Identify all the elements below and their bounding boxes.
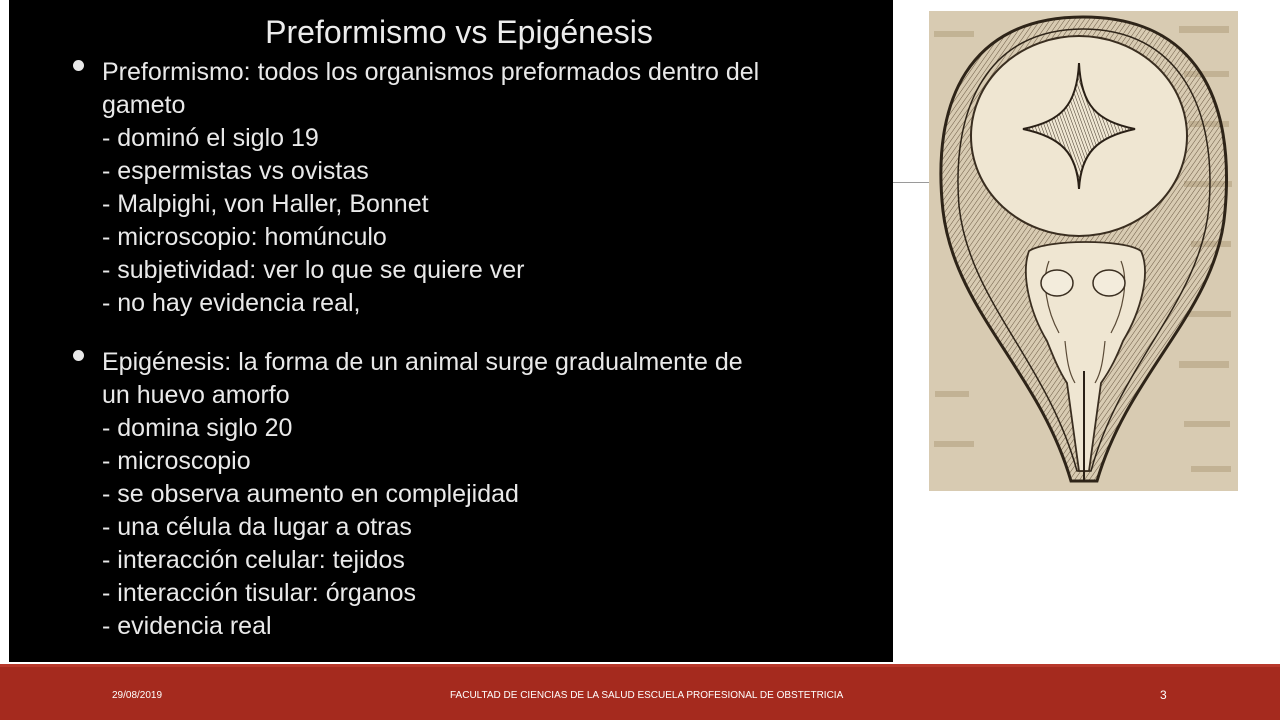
bullet-list — [9, 56, 893, 643]
sub-item: - dominó el siglo 19 — [102, 124, 319, 152]
bullet-preformismo — [9, 56, 893, 320]
sub-item: - no hay evidencia real, — [102, 289, 361, 317]
homunculus-engraving-image — [929, 11, 1238, 491]
sub-item: - interacción tisular: órganos — [102, 579, 417, 607]
footer-date: 29/08/2019 — [112, 690, 163, 701]
bullet-dot-icon — [73, 60, 84, 71]
sub-item: - espermistas vs ovistas — [102, 157, 369, 185]
accent-divider — [893, 182, 929, 183]
bullet-text-line: Epigénesis: la forma de un animal surge gradualmente de — [102, 348, 743, 376]
bullet-text-line: gameto — [102, 91, 186, 119]
slide-content-panel — [9, 0, 893, 662]
bullet-text-line: Preformismo: todos los organismos preformados dentro del — [102, 58, 760, 86]
sub-item: - microscopio — [102, 447, 251, 475]
page-number: 3 — [1160, 688, 1167, 702]
slide-title: Preformismo vs Epigénesis — [265, 14, 653, 50]
bullet-text-line: un huevo amorfo — [102, 381, 290, 409]
sub-item: - se observa aumento en complejidad — [102, 480, 519, 508]
sub-item: - evidencia real — [102, 612, 272, 640]
sub-item: - subjetividad: ver lo que se quiere ver — [102, 256, 525, 284]
sub-item: - microscopio: homúnculo — [102, 223, 387, 251]
bullet-dot-icon — [73, 350, 84, 361]
homunculus-engraving-icon — [929, 11, 1238, 491]
bullet-epigenesis — [9, 346, 893, 643]
sub-item: - Malpighi, von Haller, Bonnet — [102, 190, 429, 218]
footer-bar — [0, 664, 1280, 720]
footer-institution: FACULTAD DE CIENCIAS DE LA SALUD ESCUELA PROFESIONAL DE OBSTETRICIA — [450, 690, 844, 701]
sub-item: - domina siglo 20 — [102, 414, 293, 442]
sub-item: - una célula da lugar a otras — [102, 513, 412, 541]
sub-item: - interacción celular: tejidos — [102, 546, 405, 574]
